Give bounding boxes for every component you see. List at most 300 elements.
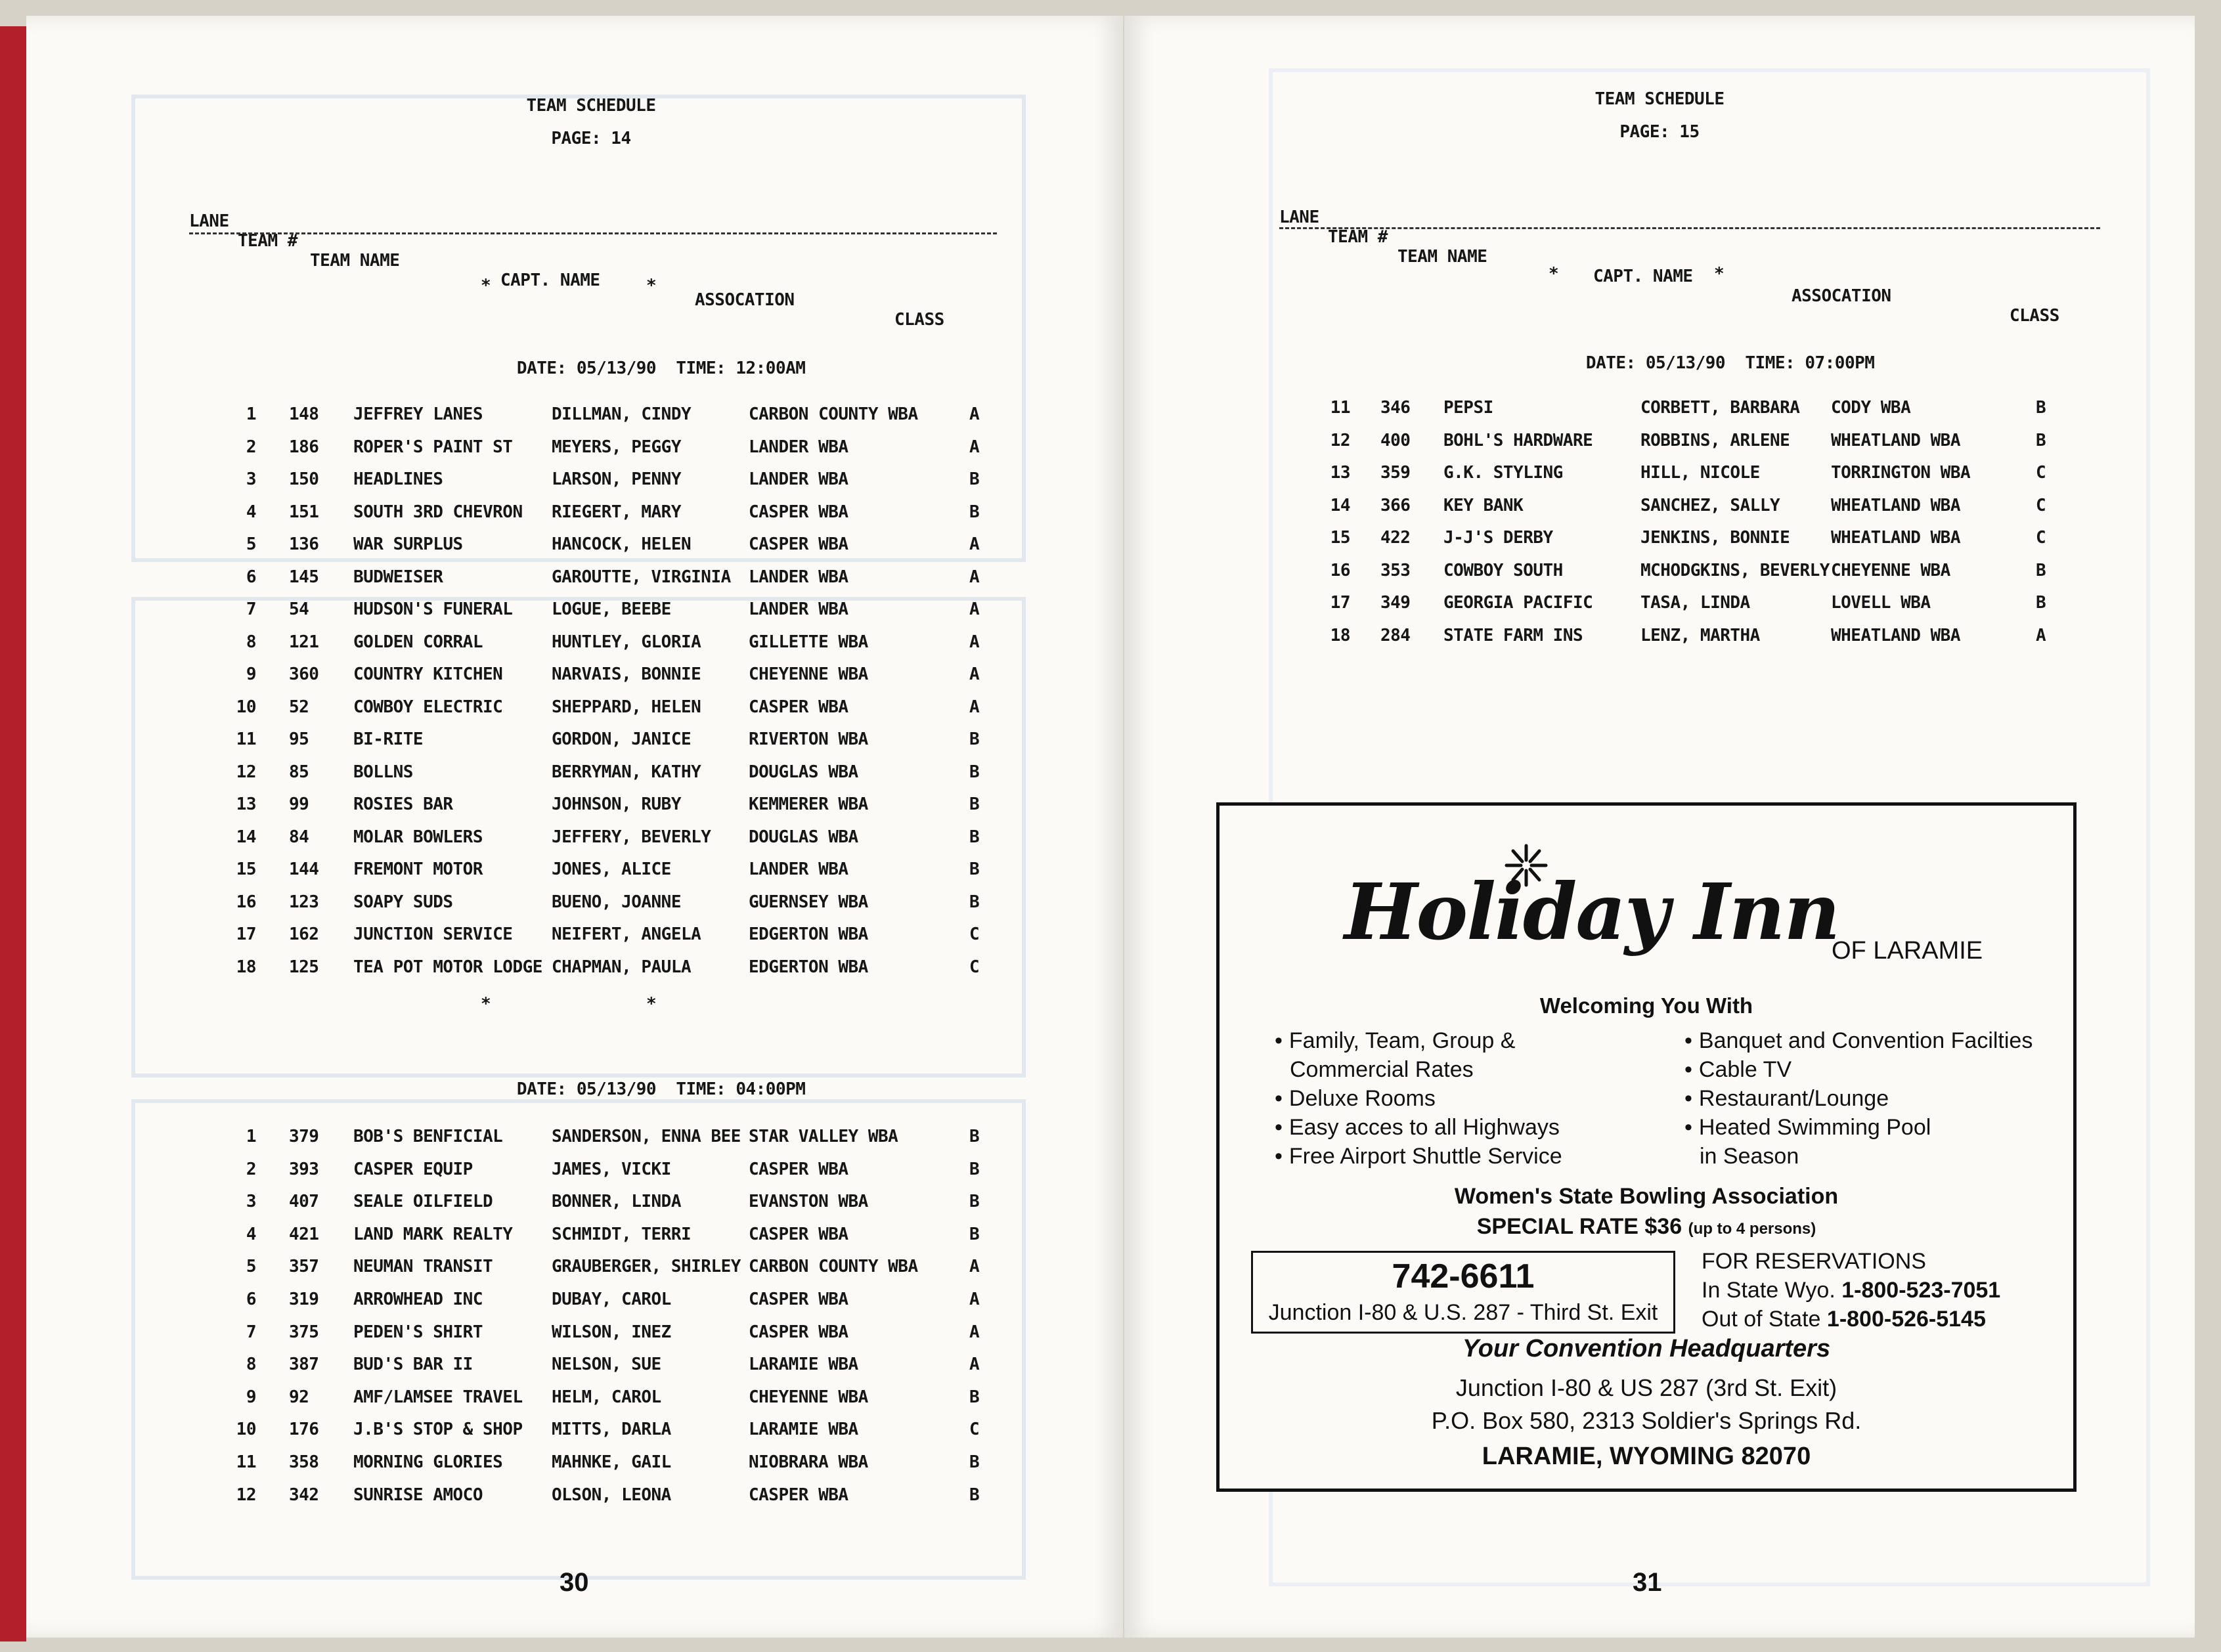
table-row <box>189 502 1043 535</box>
cell-team-name: BOLLNS <box>353 762 413 782</box>
table-row <box>189 469 1043 502</box>
cell-lane: 5 <box>246 1257 256 1277</box>
cell-team-no: 123 <box>289 892 319 912</box>
cell-association: GUERNSEY WBA <box>749 892 868 912</box>
cell-team-no: 186 <box>289 437 319 457</box>
schedule-page-label: PAGE: 14 <box>551 129 631 148</box>
cell-class: C <box>2036 528 2046 548</box>
cell-team-name: AMF/LAMSEE TRAVEL <box>353 1387 523 1407</box>
cell-class: A <box>969 599 980 619</box>
schedule-title: TEAM SCHEDULE <box>1594 89 1725 109</box>
cell-team-name: COWBOY ELECTRIC <box>353 697 503 717</box>
col-association: ASSOCATION <box>1792 286 1891 306</box>
cell-class: C <box>2036 495 2046 515</box>
cell-class: B <box>969 469 980 489</box>
junction-note: Junction I-80 & U.S. 287 - Third St. Exit <box>1268 1300 1658 1325</box>
feature-item: • Deluxe Rooms <box>1275 1084 1562 1113</box>
cell-association: GILLETTE WBA <box>749 632 868 652</box>
cell-class: B <box>969 762 980 782</box>
cell-capt-name: HANCOCK, HELEN <box>552 534 692 554</box>
col-lane: LANE <box>189 211 229 231</box>
table-row <box>189 924 1043 957</box>
column-headers <box>189 192 1003 330</box>
column-headers <box>1279 188 2094 326</box>
address-line-1: Junction I-80 & US 287 (3rd St. Exit) <box>1455 1374 1837 1401</box>
cell-association: LARAMIE WBA <box>749 1420 858 1440</box>
cell-lane: 17 <box>1330 593 1350 613</box>
cell-class: A <box>969 1257 980 1277</box>
headquarters-tagline: Your Convention Headquarters <box>1462 1335 1831 1362</box>
cell-team-no: 144 <box>289 859 319 879</box>
cell-lane: 12 <box>1330 430 1350 450</box>
cell-lane: 15 <box>1330 528 1350 548</box>
cell-association: CARBON COUNTY WBA <box>749 404 918 424</box>
cell-capt-name: JAMES, VICKI <box>552 1159 671 1179</box>
table-row <box>1279 496 2133 529</box>
cell-lane: 3 <box>246 469 256 489</box>
session-date-time-2: DATE: 05/13/90 TIME: 04:00PM <box>516 1079 806 1099</box>
col-lane: LANE <box>1279 207 1319 227</box>
phone-number: 742-6611 <box>1392 1257 1535 1295</box>
cell-association: DOUGLAS WBA <box>749 762 858 782</box>
cell-class: B <box>969 502 980 522</box>
cell-association: CASPER WBA <box>749 1224 848 1244</box>
cell-lane: 12 <box>236 1485 256 1505</box>
cell-association: WHEATLAND WBA <box>1831 528 1960 548</box>
cell-team-no: 84 <box>289 827 309 847</box>
cell-team-no: 357 <box>289 1257 319 1277</box>
cell-association: CARBON COUNTY WBA <box>749 1257 918 1277</box>
cell-class: B <box>969 1452 980 1472</box>
cell-association: LANDER WBA <box>749 859 848 879</box>
cell-team-name: MOLAR BOWLERS <box>353 827 483 847</box>
cell-association: WHEATLAND WBA <box>1831 495 1960 515</box>
cell-capt-name: SHEPPARD, HELEN <box>552 697 701 717</box>
cell-capt-name: NELSON, SUE <box>552 1355 661 1375</box>
cell-association: LANDER WBA <box>749 437 848 457</box>
cell-team-no: 125 <box>289 957 319 977</box>
cell-team-no: 136 <box>289 534 319 554</box>
cell-lane: 1 <box>246 1127 256 1146</box>
table-row <box>189 599 1043 632</box>
asterisk-marker: * <box>481 994 491 1014</box>
cell-association: EVANSTON WBA <box>749 1192 868 1212</box>
table-row <box>1279 626 2133 659</box>
cell-class: B <box>969 729 980 749</box>
cell-class: B <box>2036 430 2046 450</box>
feature-item: • Cable TV <box>1684 1055 2033 1084</box>
cell-class: B <box>969 892 980 912</box>
cell-lane: 15 <box>236 859 256 879</box>
cell-team-no: 359 <box>1380 463 1411 483</box>
table-row <box>189 729 1043 762</box>
cell-class: A <box>969 437 980 457</box>
cell-class: C <box>969 924 980 944</box>
cell-team-no: 349 <box>1380 593 1411 613</box>
cell-association: CASPER WBA <box>749 1290 848 1309</box>
cell-team-name: FREMONT MOTOR <box>353 859 483 879</box>
feature-item: • Easy acces to all Highways <box>1275 1113 1562 1142</box>
cell-capt-name: LENZ, MARTHA <box>1640 625 1760 645</box>
table-row <box>189 1387 1043 1420</box>
table-row <box>189 632 1043 665</box>
cell-class: C <box>2036 463 2046 483</box>
cell-class: A <box>969 697 980 717</box>
col-capt-name: CAPT. NAME <box>1593 267 1693 286</box>
table-row <box>189 794 1043 827</box>
cell-team-name: NEUMAN TRANSIT <box>353 1257 493 1277</box>
cell-association: CASPER WBA <box>749 1485 848 1505</box>
cell-class: B <box>969 1224 980 1244</box>
cell-association: LANDER WBA <box>749 567 848 587</box>
cell-association: RIVERTON WBA <box>749 729 868 749</box>
asterisk-marker: * <box>1549 264 1559 284</box>
association-name: Women's State Bowling Association <box>1454 1184 1839 1209</box>
cell-lane: 10 <box>236 697 256 717</box>
cell-class: A <box>969 567 980 587</box>
table-row <box>1279 528 2133 561</box>
cell-team-no: 342 <box>289 1485 319 1505</box>
table-row <box>189 1257 1043 1290</box>
cell-team-name: GOLDEN CORRAL <box>353 632 483 652</box>
cell-lane: 1 <box>246 404 256 424</box>
cell-lane: 2 <box>246 1159 256 1179</box>
col-association: ASSOCATION <box>695 290 795 310</box>
table-row <box>189 859 1043 892</box>
table-row <box>189 827 1043 860</box>
cell-association: NIOBRARA WBA <box>749 1452 868 1472</box>
cell-lane: 14 <box>236 827 256 847</box>
cell-lane: 7 <box>246 1322 256 1342</box>
page-number: 30 <box>560 1568 589 1597</box>
header-rule <box>1279 227 2100 229</box>
cell-capt-name: GAROUTTE, VIRGINIA <box>552 567 731 587</box>
cell-capt-name: TASA, LINDA <box>1640 593 1750 613</box>
cell-association: LANDER WBA <box>749 599 848 619</box>
cell-team-no: 360 <box>289 664 319 684</box>
cell-lane: 9 <box>246 664 256 684</box>
cell-association: CODY WBA <box>1831 398 1911 418</box>
cell-lane: 16 <box>236 892 256 912</box>
cell-association: WHEATLAND WBA <box>1831 625 1960 645</box>
cell-capt-name: LARSON, PENNY <box>552 469 681 489</box>
schedule-title: TEAM SCHEDULE <box>526 96 656 116</box>
cell-team-no: 379 <box>289 1127 319 1146</box>
cell-team-name: COWBOY SOUTH <box>1443 560 1563 580</box>
cell-class: B <box>969 859 980 879</box>
cell-lane: 18 <box>1330 625 1350 645</box>
address-city: LARAMIE, WYOMING 82070 <box>1482 1443 1811 1470</box>
cell-capt-name: JONES, ALICE <box>552 859 671 879</box>
special-rate: SPECIAL RATE $36 (up to 4 persons) <box>1476 1214 1816 1239</box>
col-class: CLASS <box>894 310 944 330</box>
cell-capt-name: MCHODGKINS, BEVERLY <box>1640 560 1830 580</box>
cell-association: KEMMERER WBA <box>749 794 868 814</box>
cell-team-name: SOUTH 3RD CHEVRON <box>353 502 523 522</box>
cell-lane: 18 <box>236 957 256 977</box>
table-row <box>189 1225 1043 1257</box>
col-team-no: TEAM # <box>1328 227 1388 247</box>
cell-lane: 6 <box>246 567 256 587</box>
cell-association: CASPER WBA <box>749 1322 848 1342</box>
cell-capt-name: NEIFERT, ANGELA <box>552 924 701 944</box>
cell-capt-name: HILL, NICOLE <box>1640 463 1760 483</box>
cell-team-name: BUD'S BAR II <box>353 1355 473 1375</box>
cell-association: LANDER WBA <box>749 469 848 489</box>
schedule-page-label: PAGE: 15 <box>1619 122 1700 142</box>
cell-team-name: CASPER EQUIP <box>353 1159 473 1179</box>
feature-item: • Free Airport Shuttle Service <box>1275 1142 1562 1171</box>
cell-team-name: KEY BANK <box>1443 495 1524 515</box>
cell-class: B <box>2036 560 2046 580</box>
cell-association: CHEYENNE WBA <box>749 1387 868 1407</box>
cell-team-no: 151 <box>289 502 319 522</box>
cell-team-name: HEADLINES <box>353 469 443 489</box>
cell-class: B <box>2036 398 2046 418</box>
cell-capt-name: RIEGERT, MARY <box>552 502 681 522</box>
cell-association: CASPER WBA <box>749 1159 848 1179</box>
cell-lane: 9 <box>246 1387 256 1407</box>
cell-team-no: 407 <box>289 1192 319 1212</box>
table-row <box>1279 431 2133 464</box>
cell-lane: 6 <box>246 1290 256 1309</box>
cell-team-name: WAR SURPLUS <box>353 534 463 554</box>
cell-class: B <box>2036 593 2046 613</box>
cell-association: EDGERTON WBA <box>749 957 868 977</box>
cell-team-name: BOB'S BENFICIAL <box>353 1127 503 1146</box>
cell-capt-name: ROBBINS, ARLENE <box>1640 430 1790 450</box>
cell-lane: 11 <box>236 1452 256 1472</box>
cell-team-name: ARROWHEAD INC <box>353 1290 483 1309</box>
cell-lane: 12 <box>236 762 256 782</box>
cell-class: A <box>969 404 980 424</box>
cell-capt-name: BUENO, JOANNE <box>552 892 681 912</box>
cell-team-no: 421 <box>289 1224 319 1244</box>
cell-association: WHEATLAND WBA <box>1831 430 1960 450</box>
reservations-label: FOR RESERVATIONS <box>1702 1249 1926 1274</box>
cell-class: A <box>969 632 980 652</box>
feature-item: • Heated Swimming Pool <box>1684 1113 2033 1142</box>
left-page <box>26 16 1123 1638</box>
cell-class: A <box>969 664 980 684</box>
table-row <box>1279 398 2133 431</box>
cell-lane: 14 <box>1330 495 1350 515</box>
logo-subtitle: OF LARAMIE <box>1832 937 1983 965</box>
cell-team-no: 150 <box>289 469 319 489</box>
table-row <box>189 957 1043 990</box>
cell-class: B <box>969 1192 980 1212</box>
cell-team-name: COUNTRY KITCHEN <box>353 664 503 684</box>
table-row <box>1279 593 2133 626</box>
cell-lane: 10 <box>236 1420 256 1440</box>
cell-team-no: 148 <box>289 404 319 424</box>
cell-lane: 16 <box>1330 560 1350 580</box>
cell-team-no: 92 <box>289 1387 309 1407</box>
cell-class: A <box>969 534 980 554</box>
table-row <box>189 534 1043 567</box>
cell-association: STAR VALLEY WBA <box>749 1127 898 1146</box>
table-row <box>189 1160 1043 1192</box>
cell-team-no: 346 <box>1380 398 1411 418</box>
table-row <box>189 1355 1043 1387</box>
cell-class: B <box>969 827 980 847</box>
cell-capt-name: JENKINS, BONNIE <box>1640 528 1790 548</box>
col-team-no: TEAM # <box>238 231 297 251</box>
cell-team-no: 95 <box>289 729 309 749</box>
cell-team-name: ROSIES BAR <box>353 794 453 814</box>
cell-team-name: JEFFREY LANES <box>353 404 483 424</box>
feature-item: • Banquet and Convention Facilties <box>1684 1026 2033 1055</box>
cell-team-name: J.B'S STOP & SHOP <box>353 1420 523 1440</box>
welcome-heading: Welcoming You With <box>1539 993 1753 1018</box>
feature-item: Commercial Rates <box>1290 1057 1474 1082</box>
cell-lane: 11 <box>1330 398 1350 418</box>
asterisk-marker: * <box>1714 264 1725 284</box>
cell-team-name: PEDEN'S SHIRT <box>353 1322 483 1342</box>
cell-capt-name: MEYERS, PEGGY <box>552 437 681 457</box>
col-class: CLASS <box>2010 306 2059 326</box>
feature-item: in Season <box>1700 1144 1799 1169</box>
cell-capt-name: HELM, CAROL <box>552 1387 661 1407</box>
cell-capt-name: SANCHEZ, SALLY <box>1640 495 1780 515</box>
cell-team-name: SUNRISE AMOCO <box>353 1485 483 1505</box>
cell-lane: 7 <box>246 599 256 619</box>
features-left <box>1275 1026 1562 1171</box>
cell-capt-name: BERRYMAN, KATHY <box>552 762 701 782</box>
session-date-time-1: DATE: 05/13/90 TIME: 12:00AM <box>516 359 806 378</box>
table-row <box>189 1452 1043 1485</box>
cell-class: C <box>969 957 980 977</box>
cell-association: TORRINGTON WBA <box>1831 463 1971 483</box>
cell-team-no: 176 <box>289 1420 319 1440</box>
page-number: 31 <box>1633 1568 1662 1597</box>
cell-class: B <box>969 1485 980 1505</box>
cell-team-name: STATE FARM INS <box>1443 625 1583 645</box>
col-capt-name: CAPT. NAME <box>500 271 600 290</box>
table-row <box>189 437 1043 470</box>
cell-class: B <box>969 1127 980 1146</box>
cell-association: EDGERTON WBA <box>749 924 868 944</box>
cell-team-name: HUDSON'S FUNERAL <box>353 599 513 619</box>
cell-lane: 8 <box>246 632 256 652</box>
cell-association: CASPER WBA <box>749 697 848 717</box>
cell-capt-name: NARVAIS, BONNIE <box>552 664 701 684</box>
cell-team-no: 393 <box>289 1159 319 1179</box>
cell-team-name: MORNING GLORIES <box>353 1452 503 1472</box>
cell-capt-name: LOGUE, BEEBE <box>552 599 671 619</box>
cell-association: CASPER WBA <box>749 502 848 522</box>
cell-team-name: JUNCTION SERVICE <box>353 924 513 944</box>
cell-team-no: 162 <box>289 924 319 944</box>
table-row <box>189 762 1043 795</box>
cell-team-name: ROPER'S PAINT ST <box>353 437 513 457</box>
cell-team-name: BI-RITE <box>353 729 424 749</box>
cell-capt-name: OLSON, LEONA <box>552 1485 671 1505</box>
cell-capt-name: MITTS, DARLA <box>552 1420 671 1440</box>
cell-team-no: 387 <box>289 1355 319 1375</box>
table-row <box>189 1192 1043 1225</box>
cell-capt-name: HUNTLEY, GLORIA <box>552 632 701 652</box>
cell-class: B <box>969 1387 980 1407</box>
cell-lane: 2 <box>246 437 256 457</box>
table-row <box>189 404 1043 437</box>
cell-team-no: 54 <box>289 599 309 619</box>
cell-class: A <box>969 1322 980 1342</box>
cell-lane: 17 <box>236 924 256 944</box>
cell-lane: 3 <box>246 1192 256 1212</box>
asterisk-marker: * <box>646 276 657 295</box>
cell-capt-name: GRAUBERGER, SHIRLEY <box>552 1257 741 1277</box>
cell-team-name: LAND MARK REALTY <box>353 1224 513 1244</box>
cell-class: C <box>969 1420 980 1440</box>
out-state-line: Out of State 1-800-526-5145 <box>1702 1307 1986 1332</box>
cell-class: A <box>969 1290 980 1309</box>
cell-lane: 13 <box>1330 463 1350 483</box>
cell-association: CASPER WBA <box>749 534 848 554</box>
cell-lane: 13 <box>236 794 256 814</box>
header-rule <box>189 232 997 234</box>
holiday-inn-logo: Holiday Inn <box>1344 866 1839 957</box>
cell-association: CHEYENNE WBA <box>749 664 868 684</box>
cell-capt-name: DILLMAN, CINDY <box>552 404 692 424</box>
cell-lane: 4 <box>246 1224 256 1244</box>
cell-lane: 11 <box>236 729 256 749</box>
reservations-info <box>1702 1247 2000 1334</box>
cell-team-no: 358 <box>289 1452 319 1472</box>
phone-box <box>1251 1251 1675 1334</box>
holiday-inn-ad <box>1216 802 2077 1492</box>
cell-team-no: 319 <box>289 1290 319 1309</box>
cell-association: LARAMIE WBA <box>749 1355 858 1375</box>
session-date-time: DATE: 05/13/90 TIME: 07:00PM <box>1585 353 1875 373</box>
cell-team-no: 284 <box>1380 625 1411 645</box>
cell-team-no: 85 <box>289 762 309 782</box>
cell-team-no: 400 <box>1380 430 1411 450</box>
cell-team-no: 121 <box>289 632 319 652</box>
table-row <box>189 1290 1043 1322</box>
cell-capt-name: MAHNKE, GAIL <box>552 1452 671 1472</box>
asterisk-marker: * <box>646 994 657 1014</box>
cell-class: A <box>969 1355 980 1375</box>
features-right <box>1684 1026 2033 1171</box>
cell-class: B <box>969 794 980 814</box>
cell-capt-name: DUBAY, CAROL <box>552 1290 671 1309</box>
cell-class: A <box>2036 625 2046 645</box>
table-row <box>189 1127 1043 1160</box>
cell-capt-name: CORBETT, BARBARA <box>1640 398 1800 418</box>
cell-team-no: 422 <box>1380 528 1411 548</box>
cell-team-no: 52 <box>289 697 309 717</box>
table-row <box>189 892 1043 925</box>
col-team-name: TEAM NAME <box>310 251 400 271</box>
asterisk-marker: * <box>481 276 491 295</box>
book-spine-edge <box>0 26 26 1641</box>
cell-capt-name: JOHNSON, RUBY <box>552 794 681 814</box>
cell-lane: 4 <box>246 502 256 522</box>
cell-team-name: G.K. STYLING <box>1443 463 1563 483</box>
cell-association: DOUGLAS WBA <box>749 827 858 847</box>
cell-team-name: SOAPY SUDS <box>353 892 453 912</box>
cell-lane: 8 <box>246 1355 256 1375</box>
cell-class: B <box>969 1159 980 1179</box>
cell-team-no: 366 <box>1380 495 1411 515</box>
cell-team-no: 145 <box>289 567 319 587</box>
cell-team-no: 375 <box>289 1322 319 1342</box>
cell-association: CHEYENNE WBA <box>1831 560 1950 580</box>
table-row <box>189 1322 1043 1355</box>
cell-capt-name: CHAPMAN, PAULA <box>552 957 692 977</box>
cell-association: LOVELL WBA <box>1831 593 1931 613</box>
